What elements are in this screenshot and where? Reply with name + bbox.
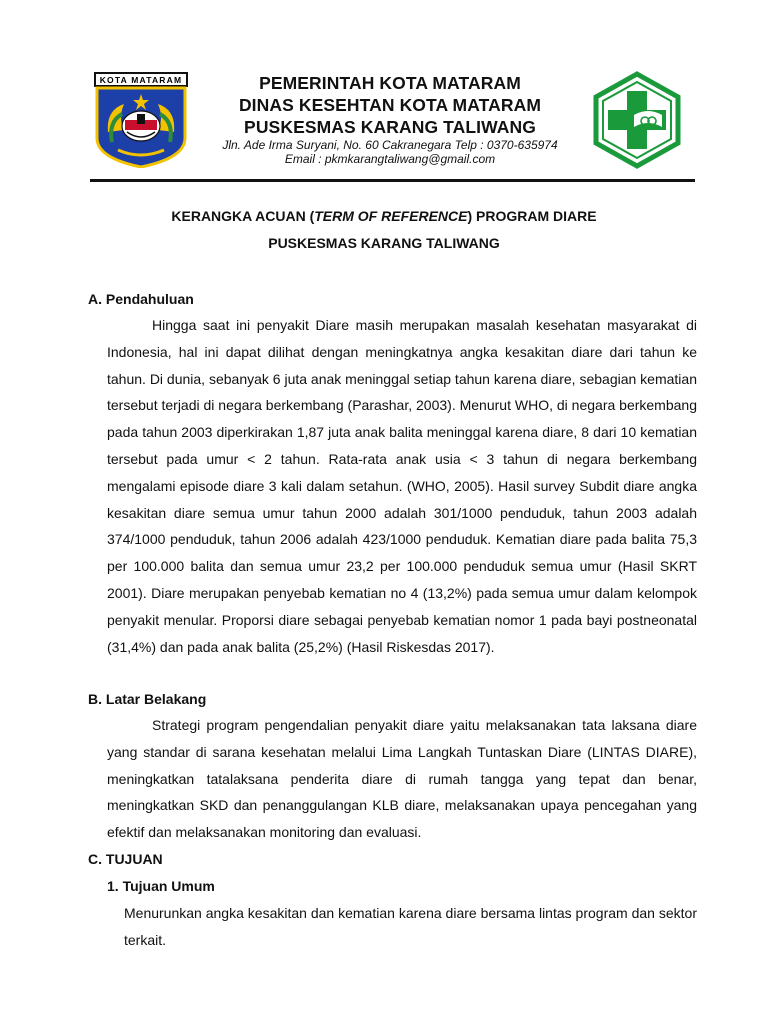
section-b-body: Strategi program pengendalian penyakit diare yaitu melaksanakan tata laksana diare yang standar di sarana kesehatan melalui Lima Langkah Tuntaskan Diare (LINTAS DIARE), meningkatkan tatalaksana penderita diare di rumah tangga yang tepat dan benar, meningkatkan SKD dan penanggulangan KLB diare, melaksanakan upaya pencegahan yang efektif dan melaksanakan monitoring dan evaluasi. <box>107 717 697 841</box>
title-italic: TERM OF REFERENCE <box>314 208 468 224</box>
letterhead-email: Email : pkmkarangtaliwang@gmail.com <box>284 152 496 166</box>
letterhead-address: Jln. Ade Irma Suryani, No. 60 Cakranegara Telp : 0370-635974 <box>222 138 558 152</box>
section-c1-body: Menurunkan angka kesakitan dan kematian karena diare bersama lintas program dan sektor terkait. <box>124 905 697 948</box>
section-c1-heading: 1. Tujuan Umum <box>107 878 215 894</box>
title-suffix: ) PROGRAM DIARE <box>467 208 597 224</box>
section-a-heading: A. Pendahuluan <box>88 291 194 307</box>
letterhead-line-government: PEMERINTAH KOTA MATARAM <box>259 73 521 93</box>
puskesmas-logo-icon <box>588 71 686 169</box>
logo-left-text: KOTA MATARAM <box>99 75 183 85</box>
title-prefix: KERANGKA ACUAN ( <box>171 208 315 224</box>
letterhead <box>0 0 768 190</box>
letterhead-line-department: DINAS KESEHTAN KOTA MATARAM <box>238 95 542 115</box>
document-title-line1 <box>0 208 768 224</box>
section-a-body: Hingga saat ini penyakit Diare masih merupakan masalah kesehatan masyarakat di Indonesia, hal ini dapat dilihat dengan meningkatnya angka kesakitan diare dari tahun ke tahun. Di dunia, sebanyak 6 juta anak meninggal setiap tahun karena diare, sebagian kematian tersebut terjadi di negara berkembang (Parashar, 2003). Menurut WHO, di negara berkembang pada tahun 2003 diperkirakan 1,87 juta anak balita meninggal karena diare, 8 dari 10 kematian tersebut pada umur < 2 tahun. Rata-rata anak usia < 3 tahun di negara berkembang mengalami episode diare 3 kali dalam setahun. (WHO, 2005). Hasil survey Subdit diare angka kesakitan diare semua umur tahun 2000 adalah 301/1000 penduduk, tahun 2003 adalah 374/1000 penduduk, tahun 2006 adalah 423/1000 penduduk. Kematian diare pada balita 75,3 per 100.000 balita dan semua umur 23,2 per 100.000 penduduk semua umur (Hasil SKRT 2001). Diare merupakan penyebab kematian no 4 (13,2%) pada semua umur dalam kelompok penyakit menular. Proporsi diare sebagai penyebab kematian nomor 1 pada bayi postneonatal (31,4%) dan pada anak balita (25,2%) (Hasil Riskesdas 2017). <box>107 317 697 655</box>
section-b-heading: B. Latar Belakang <box>88 691 207 707</box>
document-title-line2: PUSKESMAS KARANG TALIWANG <box>268 235 500 251</box>
section-c-heading: C. TUJUAN <box>88 851 163 867</box>
letterhead-divider <box>90 179 695 182</box>
kota-mataram-emblem-icon <box>94 72 188 168</box>
letterhead-text <box>195 72 585 166</box>
letterhead-line-puskesmas: PUSKESMAS KARANG TALIWANG <box>244 117 536 137</box>
